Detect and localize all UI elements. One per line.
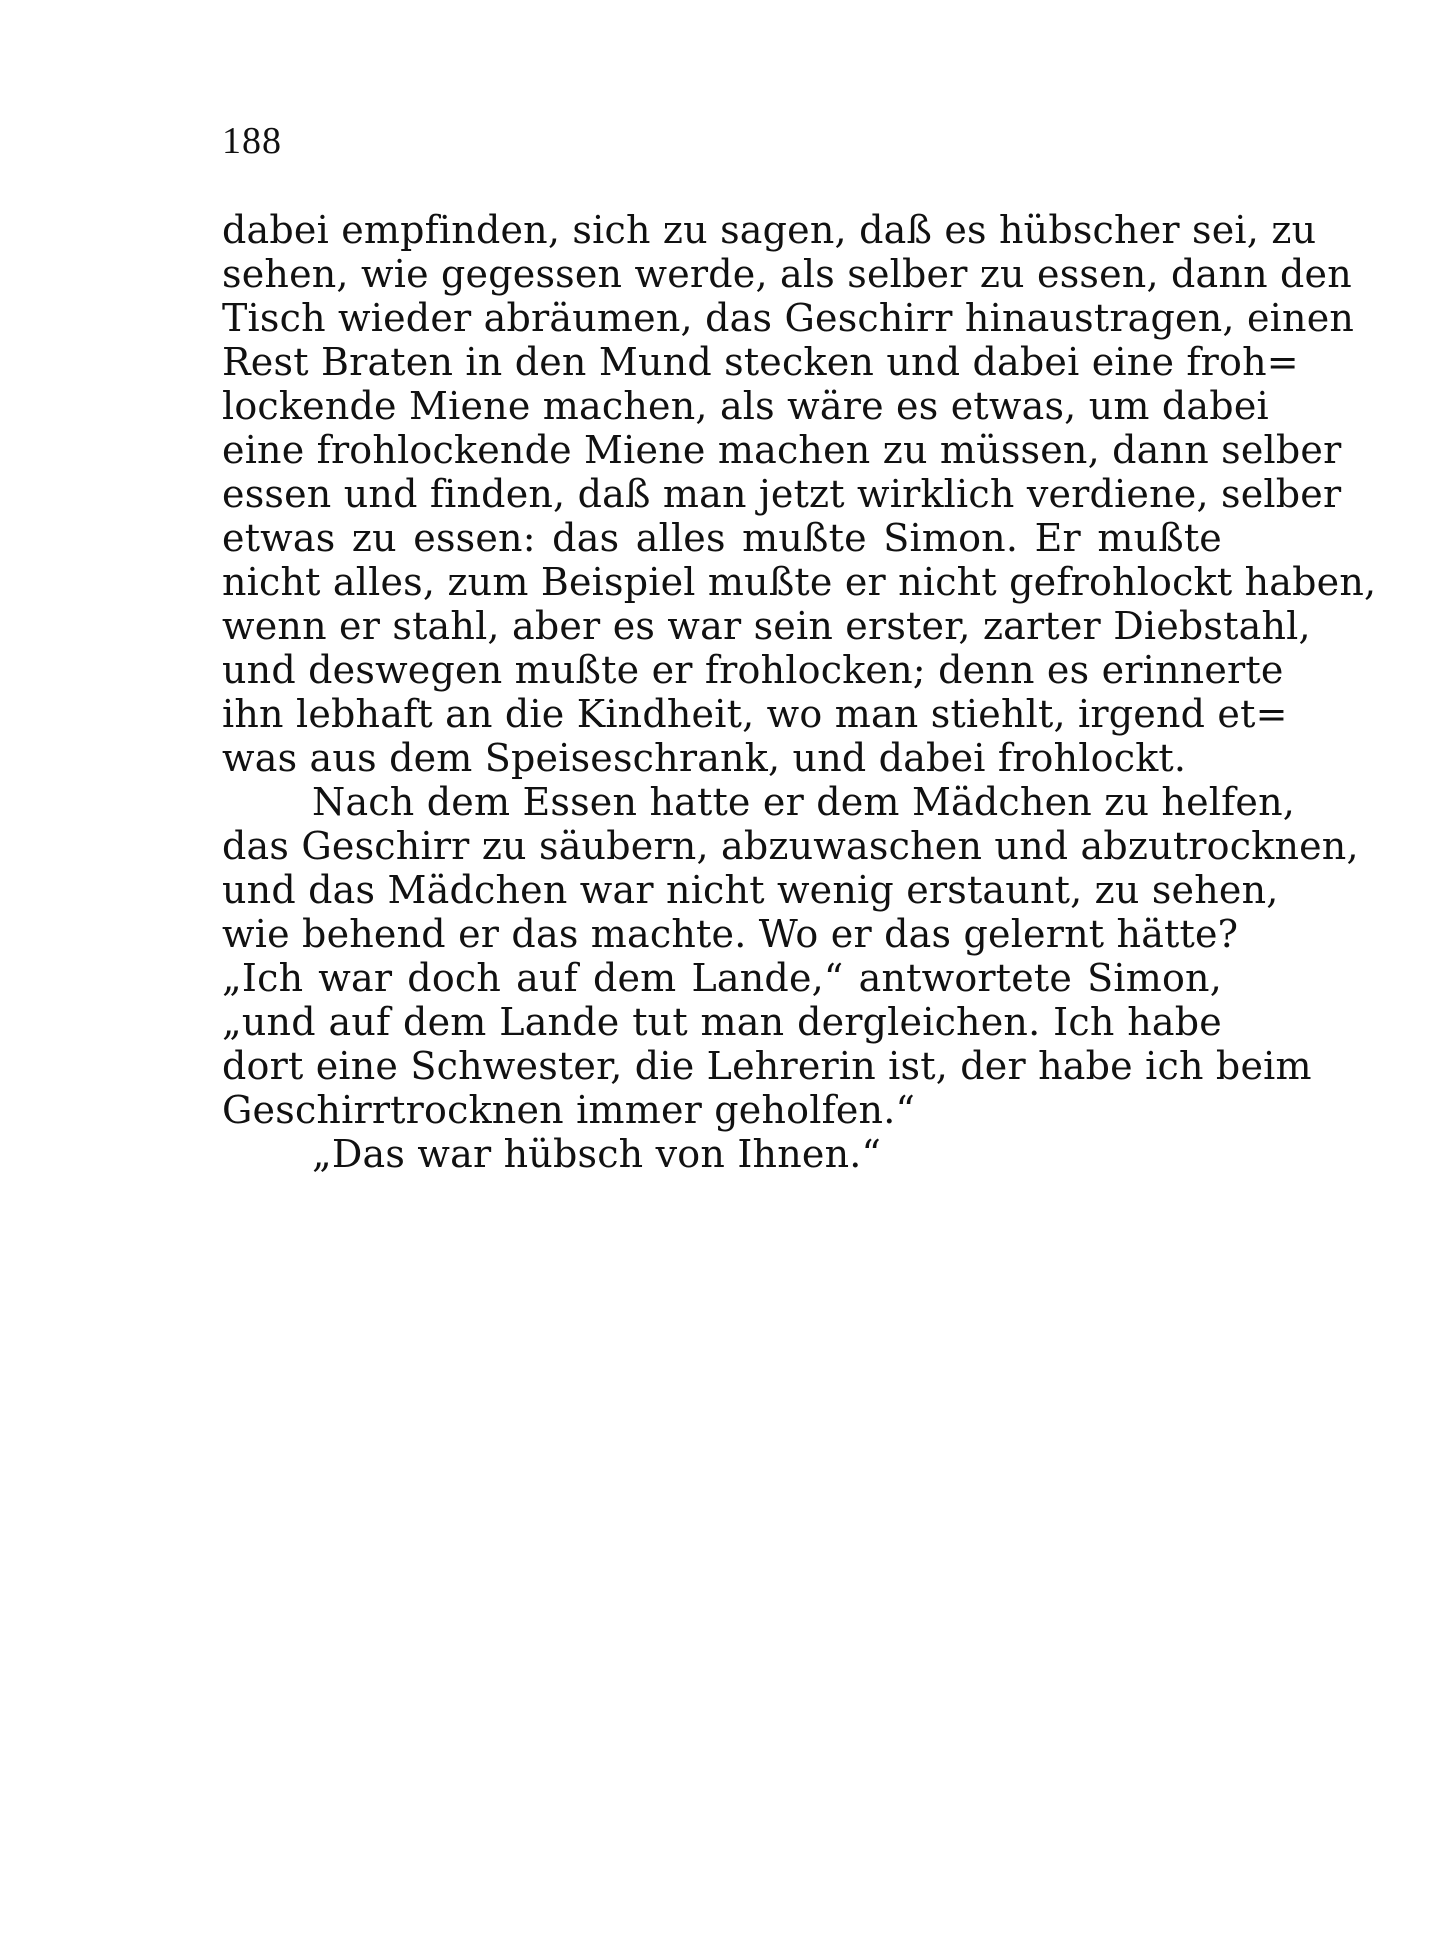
text-line: und das Mädchen war nicht wenig erstaunt, zu sehen, xyxy=(222,868,1279,912)
text-line: Nach dem Essen hatte er dem Mädchen zu helfen, xyxy=(312,780,1296,824)
text-line: eine frohlockende Miene machen zu müssen, dann selber xyxy=(222,428,1342,472)
text-line: essen und finden, daß man jetzt wirklich verdiene, selber xyxy=(222,472,1342,516)
text-line: Rest Braten in den Mund stecken und dabei eine froh= xyxy=(222,340,1299,384)
text-line: Tisch wieder abräumen, das Geschirr hinaustragen, einen xyxy=(222,296,1355,340)
text-line: was aus dem Speiseschrank, und dabei frohlockt. xyxy=(222,736,1187,780)
text-line: dabei empfinden, sich zu sagen, daß es hübscher sei, zu xyxy=(222,208,1317,252)
text-line: und deswegen mußte er frohlocken; denn es erinnerte xyxy=(222,648,1284,692)
text-line: etwas zu essen: das alles mußte Simon. Er mußte xyxy=(222,516,1222,560)
text-line: „Das war hübsch von Ihnen.“ xyxy=(312,1132,882,1176)
text-line: Geschirrtrocknen immer geholfen.“ xyxy=(222,1088,916,1132)
text-line: dort eine Schwester, die Lehrerin ist, der habe ich beim xyxy=(222,1044,1312,1088)
text-line: das Geschirr zu säubern, abzuwaschen und abzutrocknen, xyxy=(222,824,1359,868)
text-block xyxy=(222,208,1377,1176)
text-line: lockende Miene machen, als wäre es etwas, um dabei xyxy=(222,384,1269,428)
text-line: nicht alles, zum Beispiel mußte er nicht gefrohlockt haben, xyxy=(222,560,1377,604)
text-line: ihn lebhaft an die Kindheit, wo man stiehlt, irgend et= xyxy=(222,692,1288,736)
page-number: 188 xyxy=(222,120,282,162)
text-line: „und auf dem Lande tut man dergleichen. Ich habe xyxy=(222,1000,1222,1044)
text-line: wenn er stahl, aber es war sein erster, zarter Diebstahl, xyxy=(222,604,1311,648)
text-line: sehen, wie gegessen werde, als selber zu essen, dann den xyxy=(222,252,1352,296)
text-line: „Ich war doch auf dem Lande,“ antwortete Simon, xyxy=(222,956,1222,1000)
text-line: wie behend er das machte. Wo er das gelernt hätte? xyxy=(222,912,1239,956)
